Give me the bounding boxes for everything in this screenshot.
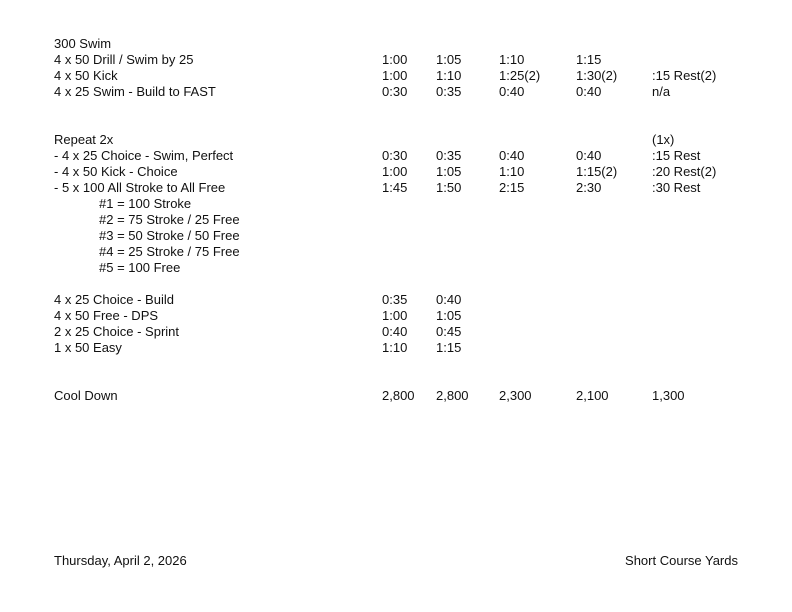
interval-col-5: n/a bbox=[652, 84, 671, 99]
set-note: #4 = 25 Stroke / 75 Free bbox=[99, 244, 240, 259]
interval-col-4: 1:15 bbox=[576, 52, 602, 67]
set-description: 4 x 50 Free - DPS bbox=[54, 308, 159, 323]
set-note: #2 = 75 Stroke / 25 Free bbox=[99, 212, 240, 227]
workout-row bbox=[0, 196, 792, 212]
set-description: 1 x 50 Easy bbox=[54, 340, 122, 355]
interval-col-5: :30 Rest bbox=[652, 180, 701, 195]
set-description: Cool Down bbox=[54, 388, 118, 403]
interval-col-1: 0:30 bbox=[382, 148, 408, 163]
interval-col-2: 0:35 bbox=[436, 84, 462, 99]
interval-col-4: 1:30(2) bbox=[576, 68, 618, 83]
set-description: 300 Swim bbox=[54, 36, 112, 51]
interval-col-1: 0:35 bbox=[382, 292, 408, 307]
workout-row bbox=[0, 180, 792, 196]
workout-row bbox=[0, 36, 792, 52]
workout-row bbox=[0, 52, 792, 68]
interval-col-3: 1:25(2) bbox=[499, 68, 541, 83]
interval-col-4: 0:40 bbox=[576, 84, 602, 99]
interval-col-4: 2:30 bbox=[576, 180, 602, 195]
set-description: - 4 x 25 Choice - Swim, Perfect bbox=[54, 148, 234, 163]
workout-row bbox=[0, 308, 792, 324]
total-col-5: 1,300 bbox=[652, 388, 685, 403]
interval-col-1: 0:40 bbox=[382, 324, 408, 339]
set-description: 2 x 25 Choice - Sprint bbox=[54, 324, 180, 339]
workout-row bbox=[0, 132, 792, 148]
interval-col-3: 0:40 bbox=[499, 84, 525, 99]
workout-row bbox=[0, 228, 792, 244]
set-description: 4 x 50 Drill / Swim by 25 bbox=[54, 52, 194, 67]
interval-col-3: 1:10 bbox=[499, 52, 525, 67]
workout-row bbox=[0, 324, 792, 340]
interval-col-2: 1:10 bbox=[436, 68, 462, 83]
workout-row bbox=[0, 340, 792, 356]
workout-row bbox=[0, 68, 792, 84]
interval-col-4: 1:15(2) bbox=[576, 164, 618, 179]
interval-col-2: 1:50 bbox=[436, 180, 462, 195]
total-col-2: 2,800 bbox=[436, 388, 469, 403]
workout-row bbox=[0, 292, 792, 308]
set-description: - 5 x 100 All Stroke to All Free bbox=[54, 180, 226, 195]
interval-col-1: 1:00 bbox=[382, 52, 408, 67]
workout-row bbox=[0, 260, 792, 276]
interval-col-1: 1:00 bbox=[382, 164, 408, 179]
workout-row bbox=[0, 164, 792, 180]
interval-col-5: :20 Rest(2) bbox=[652, 164, 717, 179]
workout-row bbox=[0, 84, 792, 100]
set-description: Repeat 2x bbox=[54, 132, 114, 147]
set-note: #1 = 100 Stroke bbox=[99, 196, 192, 211]
interval-col-1: 1:00 bbox=[382, 308, 408, 323]
interval-col-1: 1:00 bbox=[382, 68, 408, 83]
interval-col-3: 2:15 bbox=[499, 180, 525, 195]
set-description: 4 x 25 Choice - Build bbox=[54, 292, 174, 307]
interval-col-2: 1:05 bbox=[436, 164, 462, 179]
interval-col-2: 1:15 bbox=[436, 340, 462, 355]
interval-col-1: 1:10 bbox=[382, 340, 408, 355]
interval-col-2: 1:05 bbox=[436, 308, 462, 323]
set-note: #3 = 50 Stroke / 50 Free bbox=[99, 228, 240, 243]
footer-course: Short Course Yards bbox=[625, 553, 738, 568]
interval-col-2: 1:05 bbox=[436, 52, 462, 67]
workout-row bbox=[0, 148, 792, 164]
set-description: 4 x 25 Swim - Build to FAST bbox=[54, 84, 216, 99]
interval-col-3: 1:10 bbox=[499, 164, 525, 179]
workout-row bbox=[0, 244, 792, 260]
footer-date: Thursday, April 2, 2026 bbox=[54, 553, 187, 568]
interval-col-2: 0:45 bbox=[436, 324, 462, 339]
interval-col-1: 0:30 bbox=[382, 84, 408, 99]
total-col-1: 2,800 bbox=[382, 388, 415, 403]
interval-col-1: 1:45 bbox=[382, 180, 408, 195]
total-col-4: 2,100 bbox=[576, 388, 609, 403]
interval-col-2: 0:35 bbox=[436, 148, 462, 163]
interval-col-5: :15 Rest(2) bbox=[652, 68, 717, 83]
set-description: 4 x 50 Kick bbox=[54, 68, 118, 83]
interval-col-5: (1x) bbox=[652, 132, 675, 147]
interval-col-2: 0:40 bbox=[436, 292, 462, 307]
set-note: #5 = 100 Free bbox=[99, 260, 181, 275]
workout-row bbox=[0, 212, 792, 228]
workout-row bbox=[0, 388, 792, 404]
set-description: - 4 x 50 Kick - Choice bbox=[54, 164, 178, 179]
total-col-3: 2,300 bbox=[499, 388, 532, 403]
interval-col-3: 0:40 bbox=[499, 148, 525, 163]
interval-col-4: 0:40 bbox=[576, 148, 602, 163]
interval-col-5: :15 Rest bbox=[652, 148, 701, 163]
